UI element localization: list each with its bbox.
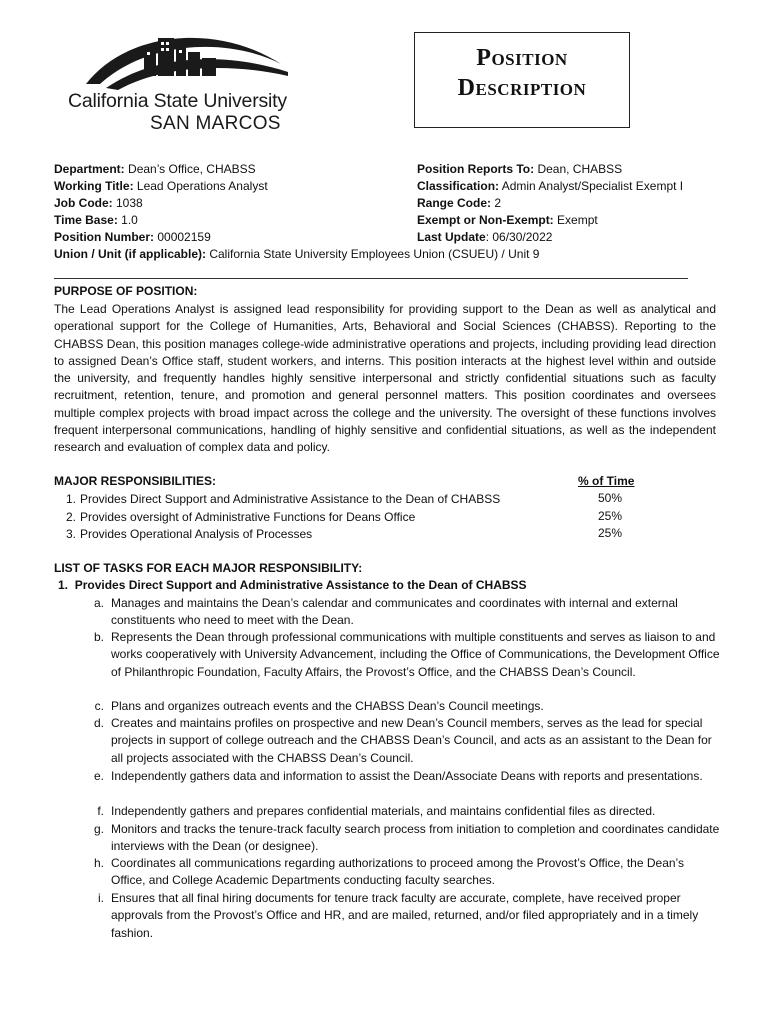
header-divider bbox=[54, 278, 688, 279]
percent-time-heading: % of Time bbox=[578, 474, 635, 488]
exempt-label: Exempt or Non-Exempt: bbox=[417, 213, 554, 227]
position-number-value: 00002159 bbox=[154, 230, 211, 244]
responsibility-text: Provides Direct Support and Administrative Assistance to the Dean of CHABSS bbox=[80, 492, 501, 506]
task-text: Represents the Dean through professional communications with multiple constituents and serves as liaison to and works cooperatively with University Advancement, including the Office of Communications, the Development Office of Philanthropic Foundation, Faculty Affairs, the Provost’s Office, and the CHABSS Dean’s Council. bbox=[111, 630, 720, 679]
working-title-field bbox=[54, 178, 268, 195]
tasks-heading: LIST OF TASKS FOR EACH MAJOR RESPONSIBILITY: bbox=[54, 561, 363, 575]
task-item bbox=[90, 768, 720, 785]
task-text: Manages and maintains the Dean’s calendar and communicates and coordinates with internal and external constituents who need to meet with the Dean. bbox=[111, 596, 678, 628]
task-text: Coordinates all communications regarding authorizations to proceed among the Provost’s Office, the Dean’s Office, and College Academic Departments conducting faculty searches. bbox=[111, 856, 684, 888]
responsibility-percent: 25% bbox=[597, 509, 623, 523]
task-letter: g. bbox=[93, 822, 104, 836]
task-item bbox=[90, 715, 720, 767]
task-group-text: Provides Direct Support and Administrative Assistance to the Dean of CHABSS bbox=[74, 578, 527, 592]
task-item bbox=[90, 629, 720, 681]
classification-field bbox=[417, 178, 683, 195]
task-text: Independently gathers and prepares confidential materials, and maintains confidential files as directed. bbox=[111, 804, 656, 818]
responsibility-item bbox=[56, 526, 656, 543]
responsibility-number: 3. bbox=[65, 527, 76, 541]
title-line-2: Description bbox=[457, 75, 587, 101]
job-code-value: 1038 bbox=[112, 196, 143, 210]
purpose-heading: PURPOSE OF POSITION: bbox=[54, 284, 198, 298]
time-base-value: 1.0 bbox=[117, 213, 138, 227]
reports-to-label: Position Reports To: bbox=[417, 162, 535, 176]
task-item bbox=[90, 803, 720, 820]
purpose-text: The Lead Operations Analyst is assigned lead responsibility for providing support to the Dean as well as analytical and operational support for the College of Humanities, Arts, Behavioral and Social Sciences (CHABSS). Reporting to the CHABSS Dean, this position manages college-wide administrative operations and projects, including providing lead direction to assigned Dean’s Office staff, student workers, and interns. This position interacts at the highest level within and outside the university, and frequently handles highly sensitive interpersonal and strictly confidential situations such as faculty recruitment, retention, tenure, and promotion and general personnel matters. This position coordinates and oversees multiple complex projects with broad impact across the college and the university. The oversight of these functions involves frequent interpersonal communications, handling of highly sensitive and confidential situations, as well as the independent research and evaluation of complex data and policy. bbox=[54, 302, 716, 455]
task-letter: i. bbox=[98, 891, 104, 905]
task-item bbox=[90, 855, 720, 890]
working-title-label: Working Title: bbox=[54, 179, 134, 193]
responsibility-percent: 25% bbox=[597, 526, 623, 540]
job-code-label: Job Code: bbox=[54, 196, 113, 210]
reports-to-field bbox=[417, 161, 622, 178]
task-letter: e. bbox=[93, 769, 104, 783]
document-title-box bbox=[414, 32, 630, 128]
responsibility-item bbox=[56, 509, 656, 526]
union-field bbox=[54, 246, 539, 263]
department-label: Department: bbox=[54, 162, 125, 176]
union-label: Union / Unit (if applicable): bbox=[54, 247, 206, 261]
task-letter: b. bbox=[93, 630, 104, 644]
task-text: Ensures that all final hiring documents for tenure track faculty are accurate, complete, have received proper approvals from the Provost’s Office and HR, and are mailed, returned, and/or filed appropriately and in a timely fashion. bbox=[111, 891, 699, 940]
task-item bbox=[90, 890, 720, 942]
logo-university-name: California State University bbox=[68, 90, 287, 112]
range-code-value: 2 bbox=[491, 196, 502, 210]
task-text: Creates and maintains profiles on prospective and new Dean’s Council members, serves as the lead for special projects in support of college outreach and the CHABSS Dean’s Council, and acts as an assistant to the Dean for all projects associated with the CHABSS Dean’s Council. bbox=[111, 716, 712, 765]
logo-campus-name: SAN MARCOS bbox=[150, 113, 281, 134]
task-letter: d. bbox=[93, 716, 104, 730]
task-letter: h. bbox=[93, 856, 104, 870]
responsibility-number: 2. bbox=[65, 510, 76, 524]
title-line-1: Position bbox=[476, 45, 568, 71]
task-item bbox=[90, 595, 720, 630]
responsibility-item bbox=[56, 491, 656, 508]
exempt-field bbox=[417, 212, 598, 229]
classification-value: Admin Analyst/Specialist Exempt I bbox=[499, 179, 684, 193]
last-update-field bbox=[417, 229, 552, 246]
classification-label: Classification: bbox=[417, 179, 500, 193]
task-item bbox=[90, 698, 720, 715]
responsibility-percent: 50% bbox=[597, 491, 623, 505]
time-base-label: Time Base: bbox=[54, 213, 118, 227]
reports-to-value: Dean, CHABSS bbox=[534, 162, 623, 176]
task-text: Plans and organizes outreach events and the CHABSS Dean’s Council meetings. bbox=[111, 699, 544, 713]
task-group-title bbox=[58, 578, 527, 592]
position-number-label: Position Number: bbox=[54, 230, 155, 244]
last-update-value: : 06/30/2022 bbox=[485, 230, 553, 244]
responsibility-text: Provides Operational Analysis of Processes bbox=[80, 527, 313, 541]
job-code-field bbox=[54, 195, 143, 212]
time-base-field bbox=[54, 212, 138, 229]
department-field bbox=[54, 161, 256, 178]
task-letter: f. bbox=[97, 804, 104, 818]
range-code-label: Range Code: bbox=[417, 196, 492, 210]
task-text: Independently gathers data and information to assist the Dean/Associate Deans with reports and presentations. bbox=[111, 769, 703, 783]
task-letter: a. bbox=[93, 596, 104, 610]
task-letter: c. bbox=[94, 699, 104, 713]
exempt-value: Exempt bbox=[553, 213, 598, 227]
responsibility-number: 1. bbox=[65, 492, 76, 506]
task-item bbox=[90, 821, 720, 856]
task-text: Monitors and tracks the tenure-track faculty search process from initiation to completion and coordinates candidate interviews with the Dean (or designee). bbox=[111, 822, 720, 854]
union-value: California State University Employees Union (CSUEU) / Unit 9 bbox=[206, 247, 540, 261]
department-value: Dean’s Office, CHABSS bbox=[124, 162, 256, 176]
last-update-label: Last Update bbox=[417, 230, 486, 244]
task-group-number: 1. bbox=[58, 578, 69, 592]
working-title-value: Lead Operations Analyst bbox=[133, 179, 268, 193]
responsibility-text: Provides oversight of Administrative Functions for Deans Office bbox=[80, 510, 416, 524]
range-code-field bbox=[417, 195, 501, 212]
responsibilities-heading: MAJOR RESPONSIBILITIES: bbox=[54, 474, 217, 488]
position-number-field bbox=[54, 229, 211, 246]
